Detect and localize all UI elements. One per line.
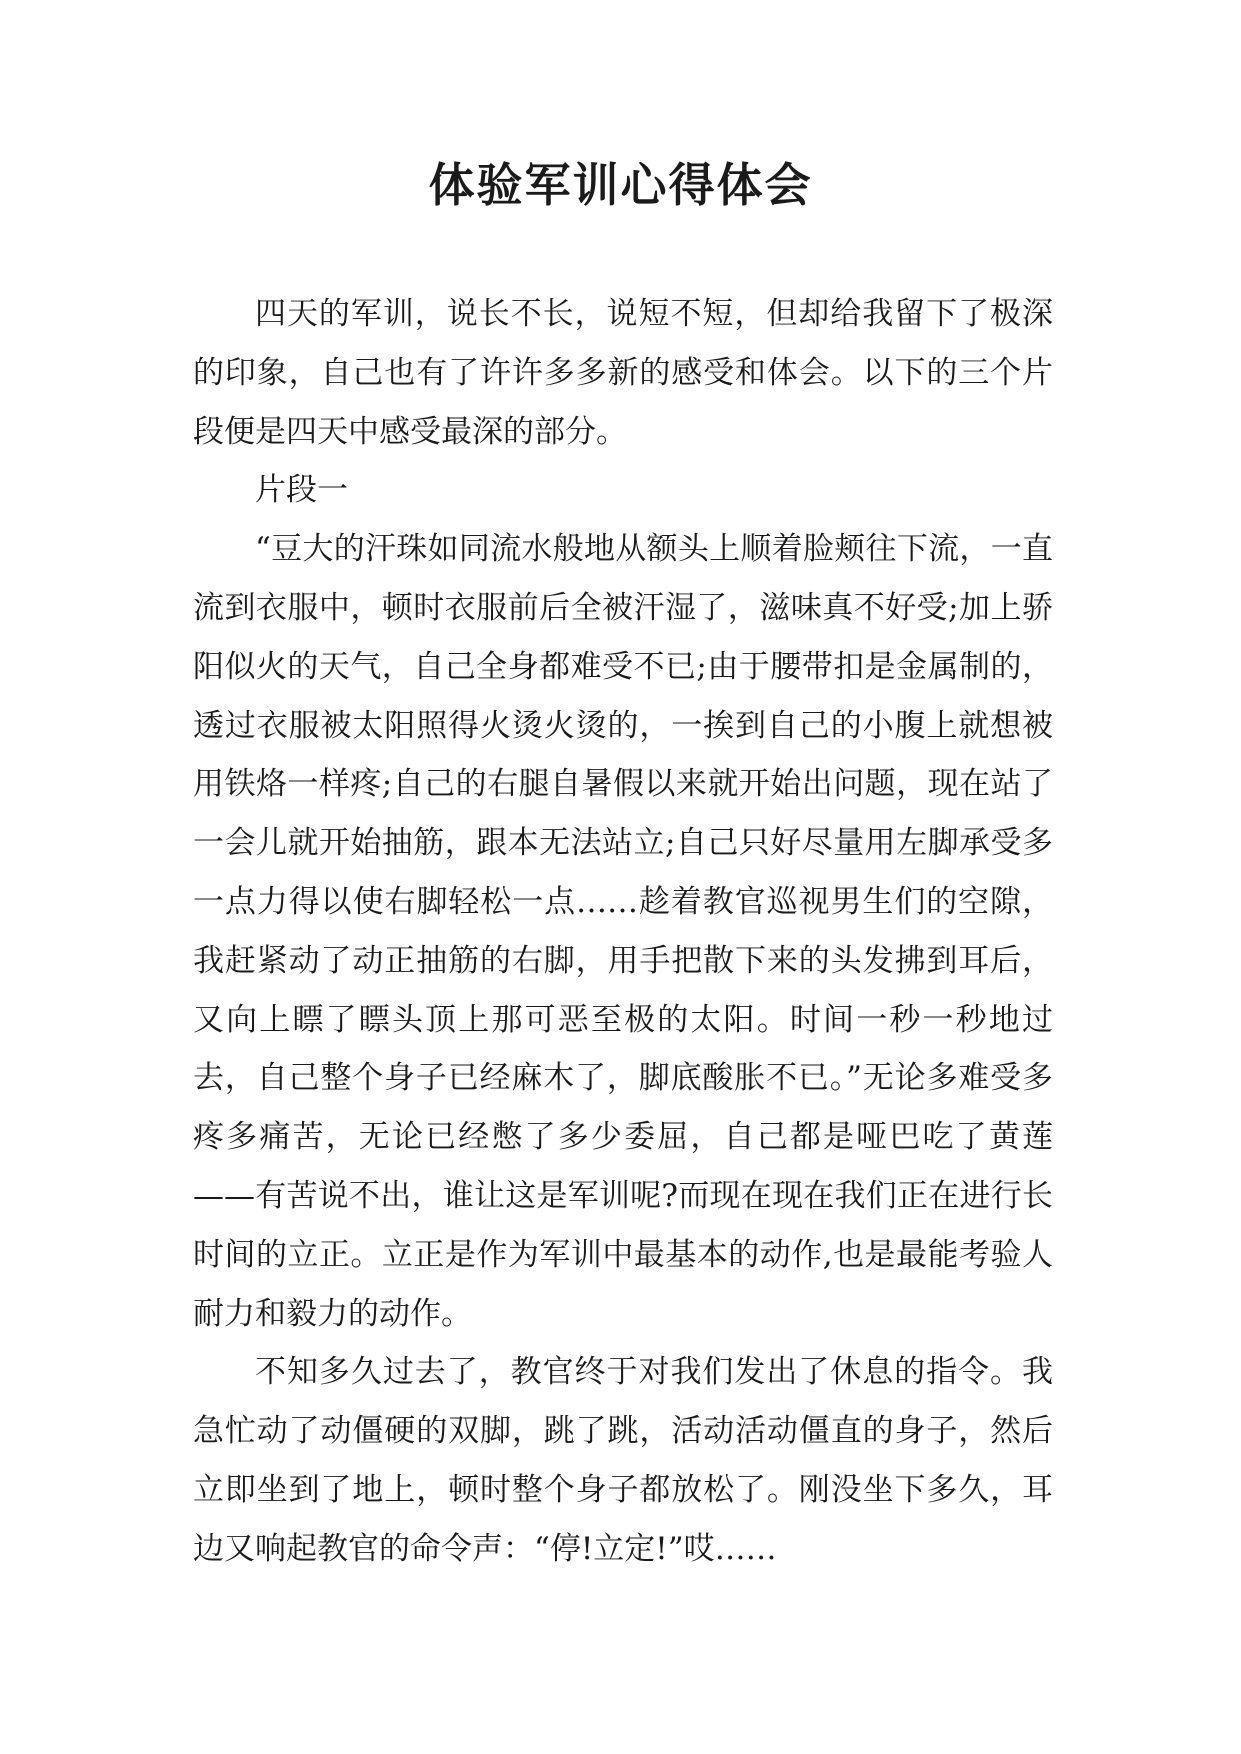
paragraph-fragment-one: “豆大的汗珠如同流水般地从额头上顺着脸颊往下流，一直流到衣服中，顿时衣服前后全被汗湿了，滋味真不好受;加上骄阳似火的天气，自己全身都难受不已;由于腰带扣是金属制的，透过衣服被太阳照得火烫火烫的，一挨到自己的小腹上就想被用铁烙一样疼;自己的右腿自暑假以来就开始出问题，现在站了一会儿就开始抽筋，跟本无法站立;自己只好尽量用左脚承受多一点力得以使右脚轻松一点……趁着教官巡视男生们的空隙，我赶紧动了动正抽筋的右脚，用手把散下来的头发拂到耳后，又向上瞟了瞟头顶上那可恶至极的太阳。时间一秒一秒地过去，自己整个身子已经麻木了，脚底酸胀不已。”无论多难受多疼多痛苦，无论已经憋了多少委屈，自己都是哑巴吃了黄莲——有苦说不出，谁让这是军训呢?而现在现在我们正在进行长时间的立正。立正是作为军训中最基本的动作,也是最能考验人耐力和毅力的动作。 [193,531,1053,1332]
paragraph-intro: 四天的军训，说长不长，说短不短，但却给我留下了极深的印象，自己也有了许许多多新的感受和体会。以下的三个片段便是四天中感受最深的部分。 [193,296,1053,450]
paragraph-section-heading: 片段一 [255,472,348,509]
document-body [193,285,1053,1579]
paragraph-rest: 不知多久过去了，教官终于对我们发出了休息的指令。我急忙动了动僵硬的双脚，跳了跳，活动活动僵直的身子，然后立即坐到了地上，顿时整个身子都放松了。刚没坐下多久，耳边又响起教官的命令声：“停!立定!”哎…… [193,1354,1053,1567]
document-title: 体验军训心得体会 [428,158,813,212]
